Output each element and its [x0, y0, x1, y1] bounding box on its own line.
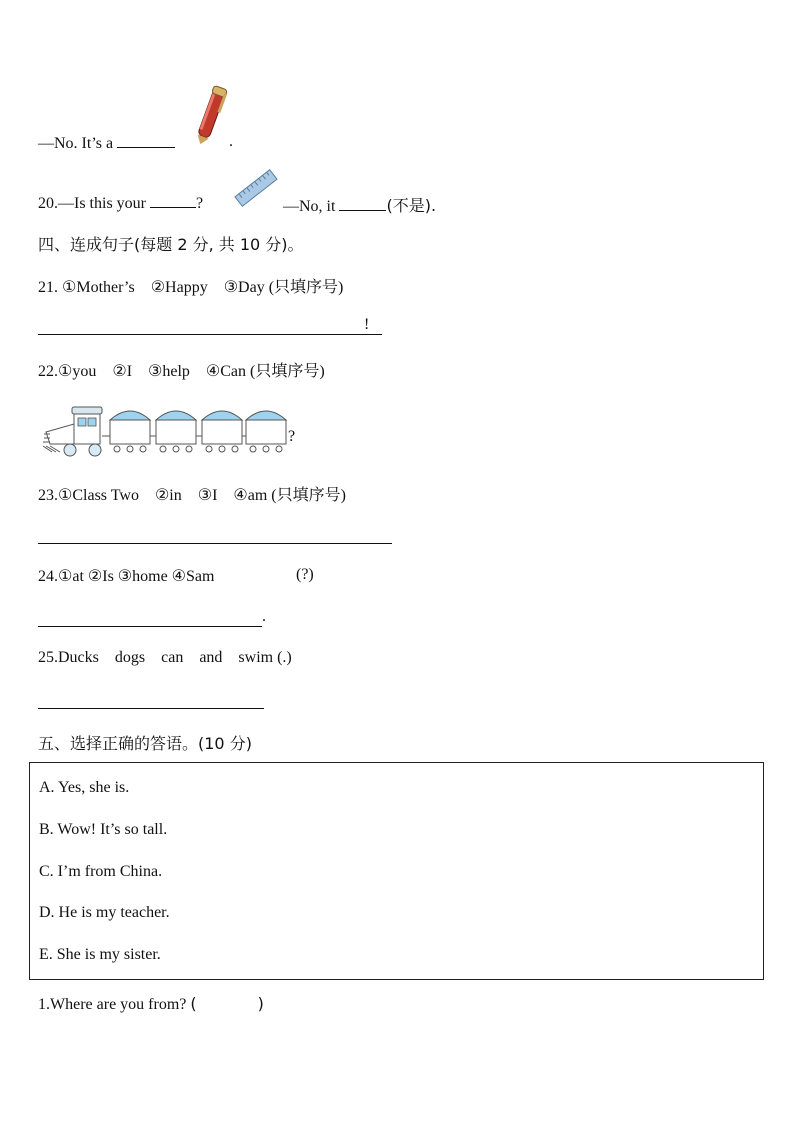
q25-answer-line[interactable] [38, 708, 264, 709]
train-icon [40, 404, 292, 460]
q20-hint: (不是). [386, 196, 437, 215]
option-d: D. He is my teacher. [39, 904, 170, 921]
q20-line [38, 193, 203, 213]
pen-icon [190, 82, 232, 148]
q24-text: 24.①at ②Is ③home ④Sam [38, 568, 215, 585]
q19-line [38, 133, 175, 153]
q21-answer-line[interactable] [38, 334, 382, 335]
option-b: B. Wow! It’s so tall. [39, 821, 168, 838]
q20-text: —Is this your [58, 195, 146, 212]
q22-text: 22.①you ②I ③help ④Can (只填序号) [38, 363, 325, 380]
option-c: C. I’m from China. [39, 863, 163, 880]
section5-title: 五、选择正确的答语。(10 分) [38, 734, 252, 753]
q1-text: 1.Where are you from? [38, 996, 187, 1013]
ruler-icon [232, 165, 280, 211]
q21-text: 21. ①Mother’s ②Happy ③Day (只填序号) [38, 279, 344, 296]
q20-blank-2[interactable] [339, 196, 386, 211]
q21-exclaim: ! [364, 316, 370, 333]
section4-title: 四、连成句子(每题 2 分, 共 10 分)。 [38, 235, 304, 254]
q23-answer-line[interactable] [38, 543, 392, 544]
q23-text: 23.①Class Two ②in ③I ④am (只填序号) [38, 487, 346, 504]
q24-line [38, 566, 214, 586]
q24-answer-line[interactable] [38, 626, 262, 627]
q1-answer-paren[interactable]: ( ) [190, 994, 264, 1013]
q19-period: . [229, 133, 233, 150]
q20-answer [283, 193, 436, 216]
q20-qmark: ? [196, 195, 204, 212]
answer-options-box [29, 762, 764, 980]
q20-answer-text: —No, it [283, 198, 336, 215]
option-a: A. Yes, she is. [39, 779, 130, 796]
q19-blank[interactable] [117, 133, 175, 148]
option-e: E. She is my sister. [39, 946, 161, 963]
q19-text: —No. It’s a [38, 135, 114, 152]
q20-blank-1[interactable] [150, 193, 196, 208]
q20-number: 20. [38, 195, 58, 212]
q22-qmark: ? [288, 428, 296, 445]
q25-text: 25.Ducks dogs can and swim (.) [38, 649, 292, 666]
q24-period: . [262, 608, 266, 625]
q24-hint: (?) [296, 566, 314, 583]
q1-line [38, 994, 264, 1014]
